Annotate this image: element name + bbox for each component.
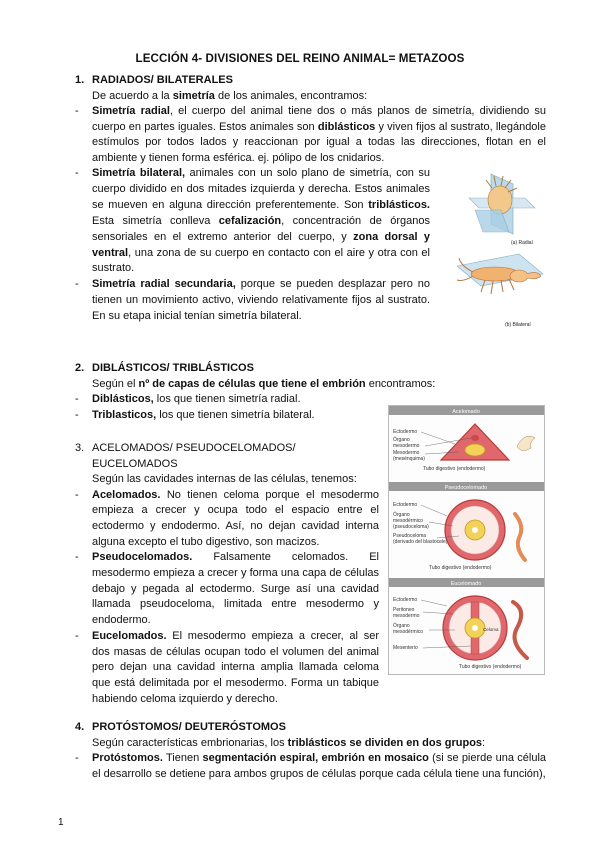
body-cavity-svg [389, 406, 544, 674]
body-cavity-figure [388, 405, 545, 675]
bullet-bilateral: - Simetría bilateral, animales con un solo plano de simetría, con su cuerpo dividido en dos mitades izquierda y derecha. Estos animales se mueven en alguna dirección preferentemente. Son triblásticos. Esta simetría conlleva cefalización, concentración de órganos sensoriales en el extremo anterior del cuerpo, y zona dorsal y ventral, una zona de su cuerpo en contacto con el aire y otra con el sustrato. [75, 167, 431, 275]
bullet-triblasticos: - Triblasticos, los que tienen simetría bilateral. [75, 408, 315, 421]
section-2-heading: 2. DIBLÁSTICOS/ TRIBLÁSTICOS [75, 362, 254, 374]
page-number: 1 [58, 817, 64, 828]
pseudo-label-tubo: Tubo digestivo (endodermo) [429, 565, 492, 571]
panel-pseudocelomado-title: Pseudocelomado [444, 485, 488, 491]
radial-symmetry-illustration [469, 174, 535, 246]
section-2 [75, 361, 436, 423]
panel-eucelomado-title: Eucelomado [450, 581, 482, 587]
section-4-heading: 4. PROTÓSTOMOS/ DEUTERÓSTOMOS [75, 721, 286, 733]
bullet-radial: - Simetría radial, el cuerpo del animal tiene dos o más planos de simetría, dividiendo su cuerpo en partes iguales. Estos animales son diblásticos y viven fijos al sustrato, llegándole estímulos por todos lados y reaccionan por igual a todas las direcciones, flotan en el ambiente y tienen forma esférica. ej. pólipo de los cnidarios. [75, 105, 546, 164]
bullet-radial-secundaria: - Simetría radial secundaria, porque se pueden desplazar pero no tienen un movimiento activo, viviendo relativamente fijos al sustrato. En su etapa inicial tenían simetría bilateral. [75, 278, 430, 323]
figure-label-bilateral: (b) Bilateral [505, 322, 531, 328]
bullet-acelomados: - Acelomados. No tienen celoma porque el mesodermo empieza a crecer y ocupa todo el espacio entre el ectodermo y endodermo. Así, no dejan cavidad interna alguna excepto el tubo digestivo, son macizos. [75, 488, 379, 548]
pseudo-label-blastocele: (derivado del blastocele) [393, 539, 448, 545]
section-3 [75, 441, 379, 707]
section-1-intro: De acuerdo a la simetría de los animales, encontramos: [92, 89, 368, 102]
bilateral-symmetry-illustration [457, 254, 543, 328]
section-4 [75, 720, 546, 782]
section-3-intro: Según las cavidades internas de las células, tenemos: [92, 473, 357, 485]
section-2-intro: Según el nº de capas de células que tiene el embrión encontramos: [92, 377, 436, 390]
pseudo-label-ectodermo: Ectodermo [393, 502, 418, 508]
acelomado-label-ectodermo: Ectodermo [393, 429, 418, 435]
euce-label-mesenterio: Mesenterio [393, 645, 418, 651]
acelomado-gut [465, 444, 485, 456]
bullet-eucelomados: - Eucelomados. El mesodermo empieza a crecer, al ser dos masas de células ocupan todo el volumen del animal pero dejan una cavidad interna amplia llamada celoma que está delimitada por el mesodermo. Forma un tabique habiendo celoma izquierdo y derecho. [75, 629, 379, 705]
acelomado-label-mesenquima: (mesénquima) [393, 456, 425, 462]
euce-label-organo: Órgano [393, 623, 410, 629]
acelomado-label-organo: Órgano [393, 437, 410, 443]
euce-label-peritoneo: Peritoneo [393, 607, 415, 613]
pseudo-label-pseudoceloma-paren: (pseudoceloma) [393, 524, 429, 530]
euce-label-tubo: Tubo digestivo (endodermo) [459, 664, 522, 670]
pseudo-label-mesodermico: mesodérmico [393, 518, 424, 524]
bullet-diblasticos: - Diblásticos, los que tienen simetría radial. [75, 393, 301, 405]
pseudo-label-organo: Órgano [393, 512, 410, 518]
figure-label-radial: (a) Radial [511, 240, 533, 246]
bullet-protostomos: - Protóstomos. Tienen segmentación espiral, embrión en mosaico (si se pierde una célula el desarrollo se detiene para ambos grupos de células porque cada célula tiene una función), [75, 752, 546, 780]
acelomado-label-mesodermo-organo: mesodermo [393, 443, 420, 449]
section-3-heading: 3. ACELOMADOS/ PSEUDOCELOMADOS/ EUCELOMADOS [75, 442, 296, 470]
euce-label-ectodermo: Ectodermo [393, 597, 418, 603]
lesson-title: LECCIÓN 4- DIVISIONES DEL REINO ANIMAL= METAZOOS [135, 52, 465, 65]
pseudo-label-pseudoceloma: Pseudoceloma [393, 533, 427, 539]
euce-label-mesodermo: mesodermo [393, 613, 420, 619]
euce-label-mesodermico: mesodérmico [393, 629, 424, 635]
acelomado-label-tubo: Tubo digestivo (endodermo) [423, 466, 486, 472]
euce-label-celoma: Celoma [483, 627, 499, 632]
bullet-pseudocelomados: - Pseudocelomados. Falsamente celomados. El mesodermo empieza a crecer y forma una capa de células debajo y pegada al ectodermo. Surge así una cavidad llamada pseudoceloma, limitada entre mesodermo y endodermo. [75, 551, 379, 627]
acelomado-label-mesodermo: Mesodermo [393, 450, 420, 456]
symmetry-figure [455, 170, 545, 338]
section-4-intro: Según características embrionarias, los triblásticos se dividen en dos grupos: [92, 736, 486, 749]
section-1-heading: 1. RADIADOS/ BILATERALES [75, 74, 233, 86]
panel-acelomado-title: Acelomado [452, 409, 480, 415]
